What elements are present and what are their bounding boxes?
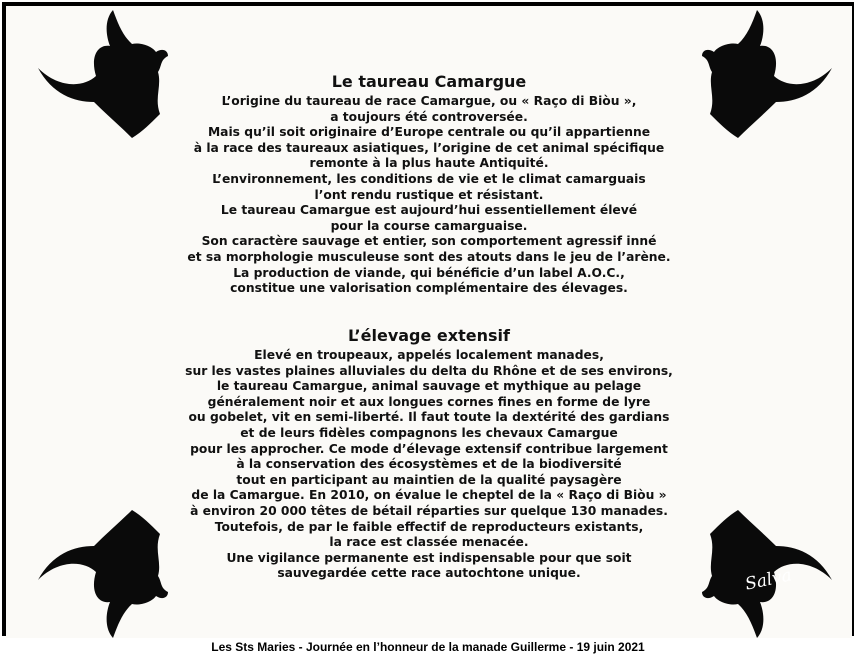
text-line: ou gobelet, vit en semi-liberté. Il faut toute la dextérité des gardians: [188, 410, 670, 425]
section-elevage: [6, 326, 852, 582]
text-line: de la Camargue. En 2010, on évalue le cheptel de la « Raço di Biòu »: [191, 488, 667, 503]
text-line: tout en participant au maintien de la qualité paysagère: [236, 472, 622, 487]
section-title: L’élevage extensif: [348, 326, 510, 345]
text-line: le taureau Camargue, animal sauvage et mythique au pelage: [216, 379, 642, 394]
text-line: pour la course camarguaise.: [330, 218, 528, 233]
section-taureau: [6, 72, 852, 297]
text-line: pour les approcher. Ce mode d’élevage extensif contribue largement: [190, 441, 668, 456]
photo-frame: [2, 2, 854, 636]
text-line: Une vigilance permanente est indispensable pour que soit: [226, 550, 632, 565]
text-line: sauvegardée cette race autochtone unique.: [277, 566, 581, 581]
text-line: remonte à la plus haute Antiquité.: [309, 156, 549, 171]
text-line: à la race des taureaux asiatiques, l’origine de cet animal spécifique: [193, 140, 665, 155]
text-line: et de leurs fidèles compagnons les chevaux Camargue: [240, 425, 618, 440]
text-line: Mais qu’il soit originaire d’Europe centrale ou qu’il appartienne: [207, 125, 651, 140]
text-line: a toujours été controversée.: [330, 109, 528, 124]
text-line: Son caractère sauvage et entier, son comportement agressif inné: [201, 234, 657, 249]
text-line: L’origine du taureau de race Camargue, ou « Raço di Biòu »,: [221, 94, 637, 108]
sign-panel: [6, 6, 852, 638]
text-line: L’environnement, les conditions de vie et le climat camarguais: [212, 171, 646, 186]
section-title: Le taureau Camargue: [331, 72, 527, 91]
text-line: Le taureau Camargue est aujourd’hui essentiellement élevé: [220, 203, 638, 218]
text-line: à la conservation des écosystèmes et de la biodiversité: [236, 457, 622, 472]
text-line: la race est classée menacée.: [329, 535, 529, 550]
text-line: Toutefois, de par le faible effectif de reproducteurs existants,: [214, 519, 644, 534]
text-line: et sa morphologie musculeuse sont des atouts dans le jeu de l’arène.: [187, 249, 671, 264]
text-line: constitue une valorisation complémentaire des élevages.: [230, 281, 628, 296]
photo-caption: Les Sts Maries - Journée en l’honneur de la manade Guillerme - 19 juin 2021: [211, 640, 645, 654]
text-line: à environ 20 000 têtes de bétail réparties sur quelque 130 manades.: [190, 503, 668, 518]
text-line: sur les vastes plaines alluviales du delta du Rhône et de ses environs,: [185, 363, 673, 378]
text-line: généralement noir et aux longues cornes fines en forme de lyre: [207, 394, 651, 409]
photographer-signature: Salva: [743, 565, 794, 595]
text-line: La production de viande, qui bénéficie d’un label A.O.C.,: [233, 265, 625, 280]
text-line: Elevé en troupeaux, appelés localement manades,: [254, 348, 604, 362]
text-line: l’ont rendu rustique et résistant.: [314, 187, 544, 202]
